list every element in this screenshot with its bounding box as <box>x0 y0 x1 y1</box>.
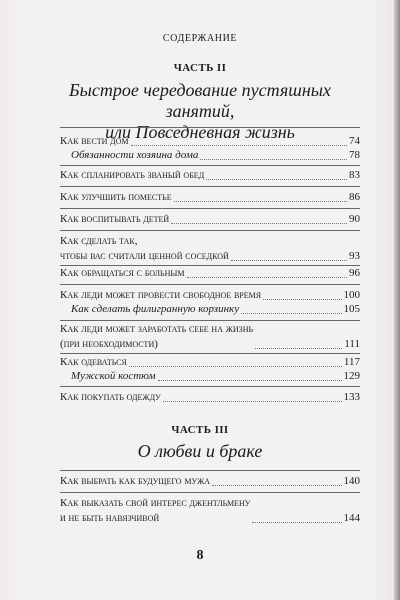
toc-leader-dots <box>263 299 341 300</box>
toc-entry[interactable] <box>60 190 360 205</box>
section-rule <box>60 208 360 209</box>
toc-entry[interactable] <box>60 234 360 264</box>
toc-leader-dots <box>174 201 347 202</box>
toc-entry-page: 133 <box>343 391 360 403</box>
toc-entry[interactable] <box>60 212 360 227</box>
section-rule <box>60 353 360 354</box>
toc-subentry[interactable] <box>60 148 360 163</box>
toc-entry[interactable] <box>60 266 360 281</box>
section-rule <box>60 470 360 471</box>
part-2-title-line-2: или Повседневная жизнь <box>105 122 295 142</box>
toc-entry-title-block <box>60 322 253 352</box>
part-3-title: О любви и браке <box>137 441 263 461</box>
toc-entry-page: 100 <box>343 289 360 301</box>
toc-entry-title: Как спланировать званый обед <box>60 169 205 181</box>
toc-leader-dots <box>158 380 342 381</box>
toc-entry-title: Как вести дом <box>60 135 129 147</box>
toc-entry-title: Как воспитывать детей <box>60 213 170 225</box>
section-rule <box>60 165 360 166</box>
section-rule <box>60 320 360 321</box>
toc-entry-page: 129 <box>343 370 360 382</box>
toc-leader-dots <box>163 401 342 402</box>
toc-leader-dots <box>200 159 347 160</box>
toc-leader-dots <box>241 313 341 314</box>
section-rule <box>60 386 360 387</box>
toc-entry-title-line-2: и не быть навязчивой <box>60 512 160 524</box>
running-header: СОДЕРЖАНИЕ <box>162 33 238 44</box>
toc-entry-title-line-1: Как леди может заработать себе на жизнь <box>60 323 254 335</box>
toc-leader-dots <box>255 348 342 349</box>
toc-entry-title: Как улучшить поместье <box>60 191 172 203</box>
toc-entry-page: 78 <box>349 149 360 161</box>
toc-leader-dots <box>231 260 347 261</box>
toc-leader-dots <box>187 277 347 278</box>
toc-entry[interactable] <box>60 168 360 183</box>
toc-entry[interactable] <box>60 134 360 149</box>
toc-entry-title-line-2: чтобы вас считали ценной соседкой <box>60 250 229 262</box>
toc-entry-page: 140 <box>343 475 360 487</box>
toc-entry[interactable] <box>60 474 360 489</box>
toc-entry[interactable] <box>60 322 360 352</box>
toc-entry-page: 105 <box>343 303 360 315</box>
toc-leader-dots <box>171 223 347 224</box>
toc-entry-title: Как выбрать как будущего мужа <box>60 475 211 487</box>
toc-entry-title: Как леди может провести свободное время <box>60 289 262 301</box>
toc-entry-page: 86 <box>349 191 360 203</box>
toc-entry[interactable] <box>60 288 360 303</box>
toc-entry-page: 111 <box>344 338 360 350</box>
toc-entry-page: 96 <box>349 267 360 279</box>
section-rule <box>60 186 360 187</box>
toc-subentry[interactable] <box>60 302 360 317</box>
toc-entry-title: Как одеваться <box>60 356 127 368</box>
toc-entry-title: Как покупать одежду <box>60 391 161 403</box>
toc-leader-dots <box>129 366 342 367</box>
toc-entry-page: 144 <box>343 512 360 524</box>
toc-entry[interactable] <box>60 390 360 405</box>
toc-entry-title-line-2: (при необходимости) <box>60 338 158 350</box>
toc-entry-title: Мужской костюм <box>71 370 156 382</box>
part-2-label: ЧАСТЬ II <box>173 62 227 74</box>
toc-leader-dots <box>252 522 341 523</box>
toc-entry-page: 93 <box>349 250 360 262</box>
toc-entry-title-block <box>60 496 250 526</box>
toc-subentry[interactable] <box>60 369 360 384</box>
toc-entry-page: 90 <box>349 213 360 225</box>
toc-entry[interactable] <box>60 496 360 526</box>
toc-entry-title: Обязанности хозяина дома <box>71 149 199 161</box>
section-rule <box>60 230 360 231</box>
page-number: 8 <box>196 548 204 563</box>
toc-entry-page: 74 <box>349 135 360 147</box>
toc-leader-dots <box>131 145 347 146</box>
toc-entry-page: 117 <box>343 356 360 368</box>
toc-entry[interactable] <box>60 355 360 370</box>
toc-entry-title-line-1: Как сделать так, <box>60 235 138 247</box>
toc-leader-dots <box>206 179 347 180</box>
toc-entry-page: 83 <box>349 169 360 181</box>
toc-leader-dots <box>212 485 341 486</box>
part-2-title-line-1: Быстрое чередование пустяшных занятий, <box>69 80 331 121</box>
section-rule <box>60 284 360 285</box>
page-edge-shadow <box>394 0 400 600</box>
toc-entry-title: Как сделать филигранную корзинку <box>71 303 240 315</box>
toc-entry-title: Как обращаться с больным <box>60 267 185 279</box>
part-3-label: ЧАСТЬ III <box>171 424 229 436</box>
toc-entry-title-line-1: Как выказать свой интерес джентльмену <box>60 497 251 509</box>
section-rule <box>60 127 360 128</box>
toc-entry-title-block <box>60 234 229 264</box>
section-rule <box>60 492 360 493</box>
